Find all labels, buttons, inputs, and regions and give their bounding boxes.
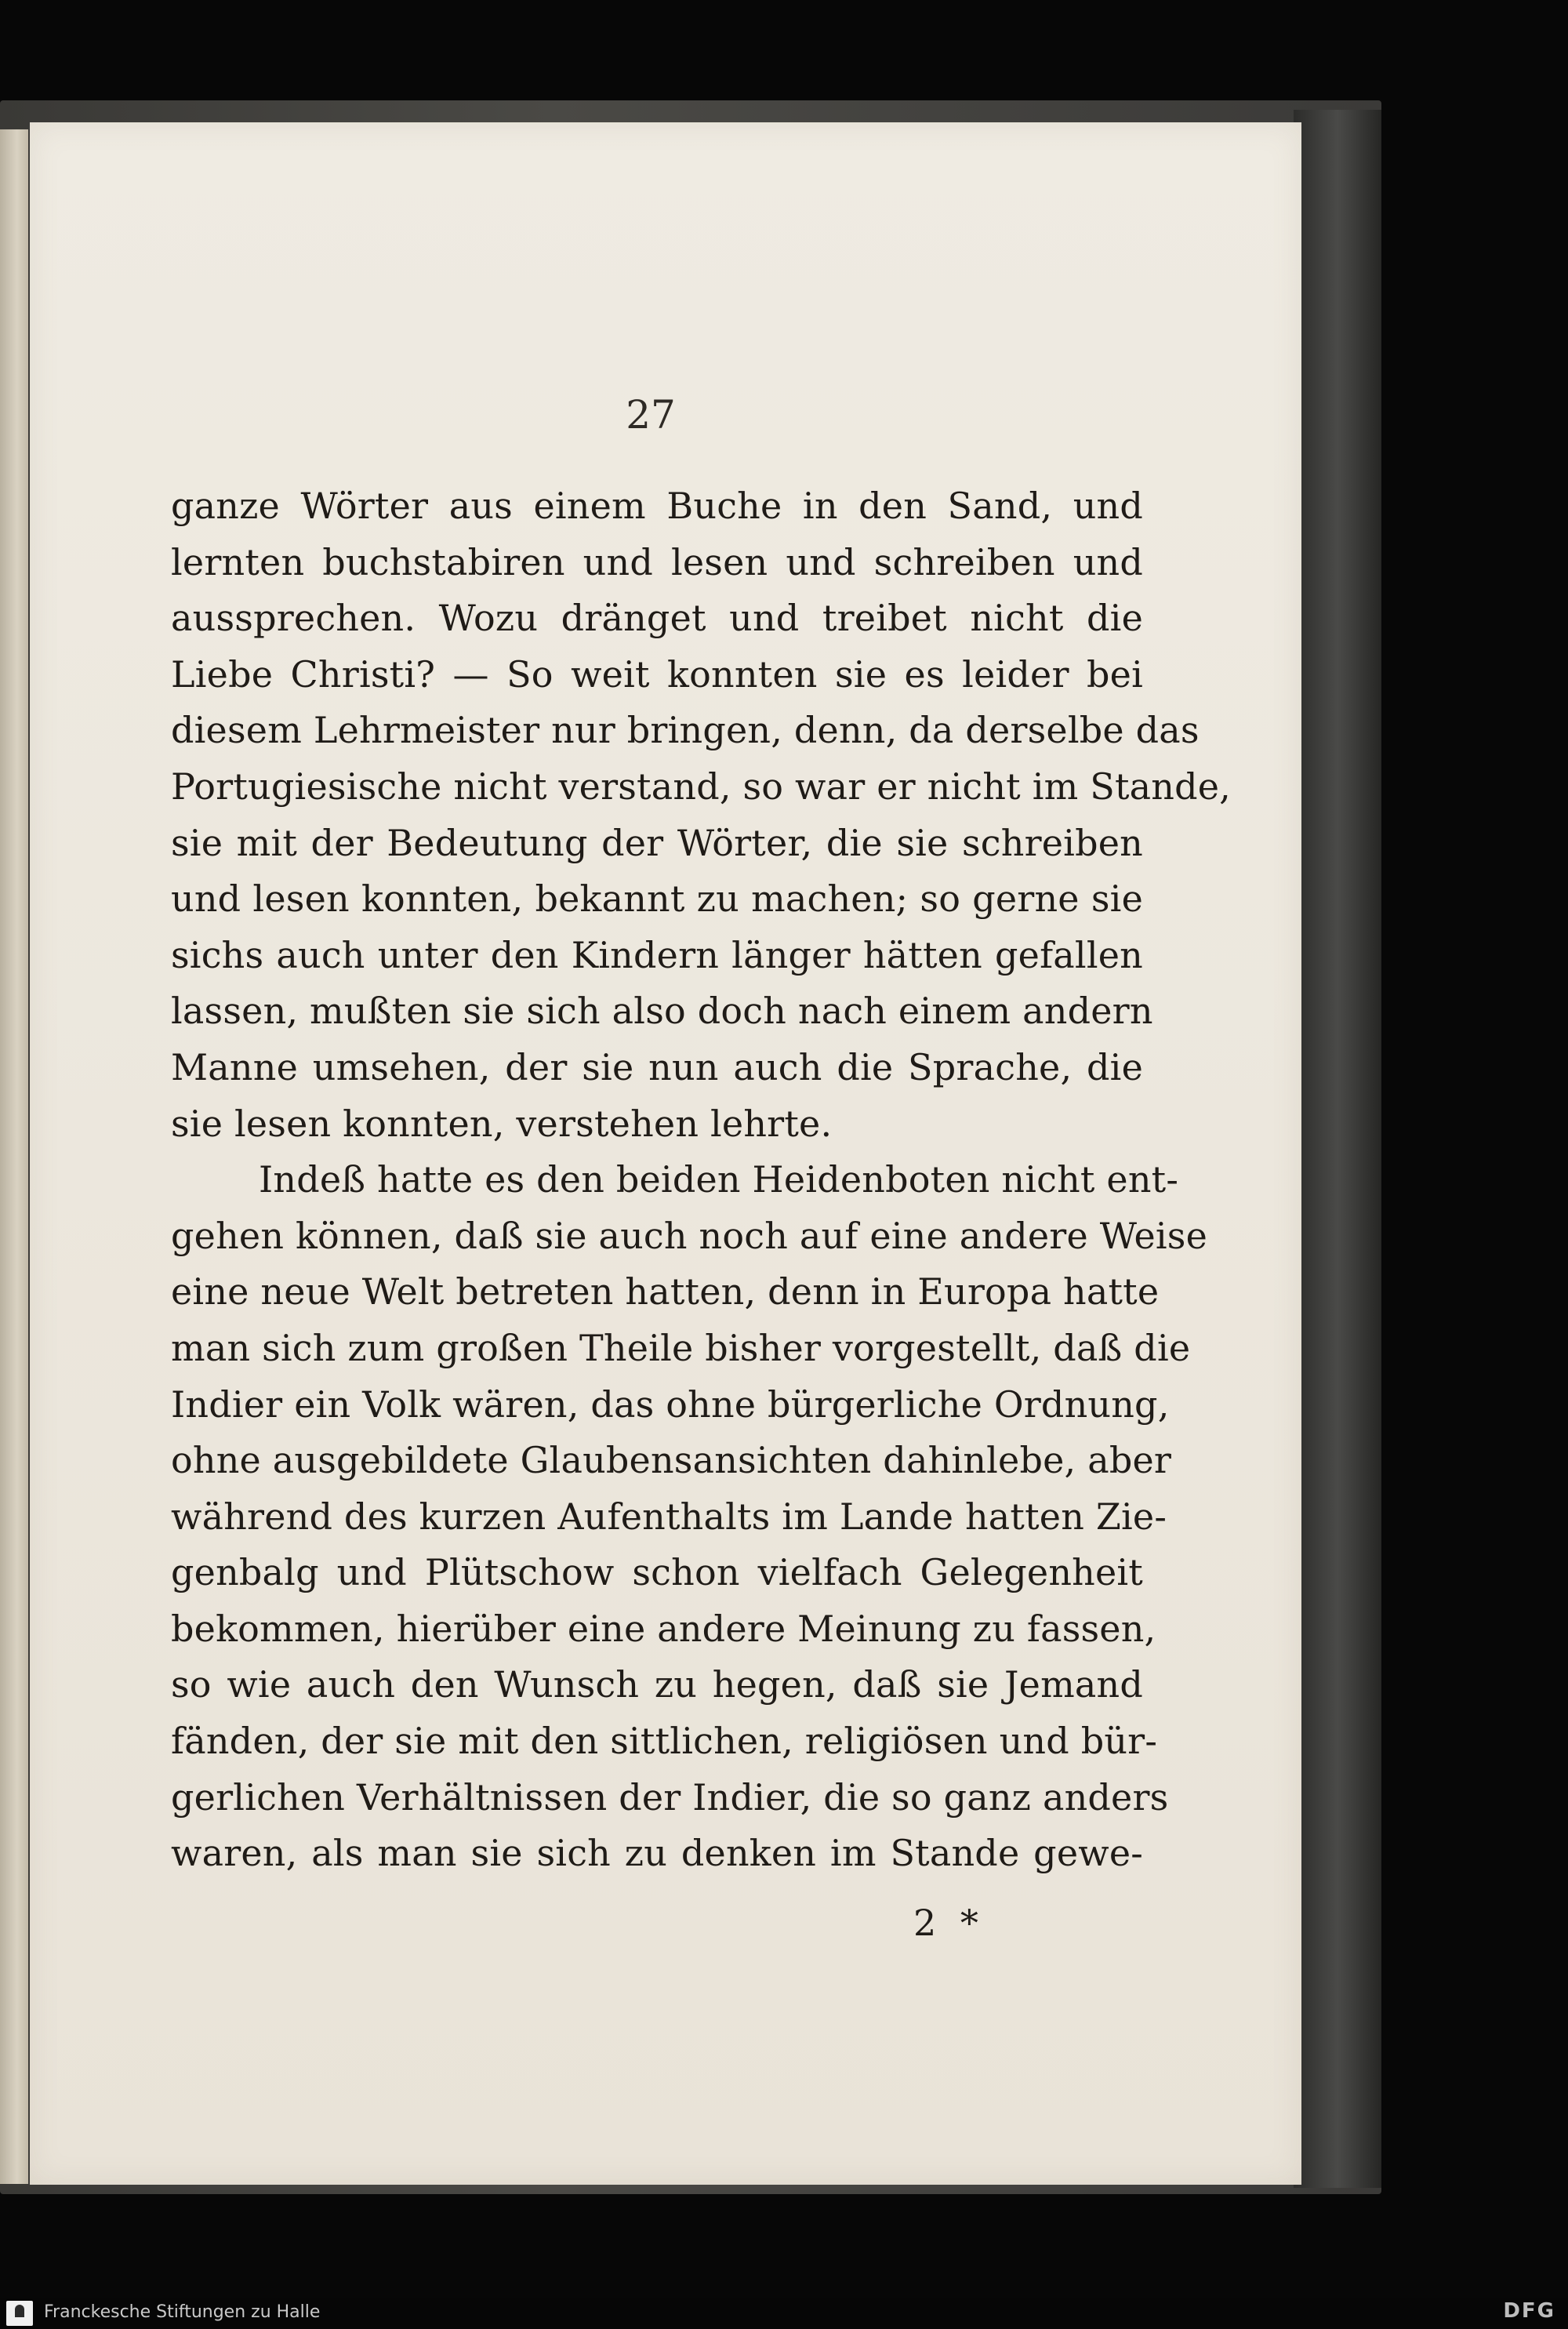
- text-line: sie mit der Bedeutung der Wörter, die sie schreiben: [171, 821, 1143, 864]
- institution-logo-icon: [6, 2301, 33, 2326]
- text-line: eine neue Welt betreten hatten, denn in Europa hatte: [171, 1270, 1160, 1313]
- body-text: [171, 478, 1231, 1882]
- text-line: genbalg und Plütschow schon vielfach Gelegenheit: [171, 1551, 1143, 1594]
- text-line: diesem Lehrmeister nur bringen, denn, da derselbe das: [171, 709, 1200, 752]
- text-line: und lesen konnten, bekannt zu machen; so gerne sie: [171, 877, 1143, 921]
- text-line: Indier ein Volk wären, das ohne bürgerliche Ordnung,: [171, 1383, 1170, 1426]
- text-line: Portugiesische nicht verstand, so war er nicht im Stande,: [171, 765, 1231, 808]
- paragraph-end-line: sie lesen konnten, verstehen lehrte.: [171, 1102, 833, 1145]
- text-line: lassen, mußten sie sich also doch nach einem andern: [171, 990, 1153, 1033]
- text-line: ganze Wörter aus einem Buche in den Sand, und: [171, 485, 1143, 527]
- page-number: 27: [626, 392, 676, 438]
- text-line: waren, als man sie sich zu denken im Stande gewe-: [171, 1832, 1143, 1875]
- text-line: man sich zum großen Theile bisher vorgestellt, daß die: [171, 1326, 1191, 1369]
- paragraph-start-line: Indeß hatte es den beiden Heidenboten nicht ent-: [259, 1158, 1179, 1201]
- text-line: fänden, der sie mit den sittlichen, religiösen und bür-: [171, 1720, 1158, 1763]
- facing-page-edge: [0, 129, 28, 2184]
- text-line: Manne umsehen, der sie nun auch die Sprache, die: [171, 1045, 1143, 1088]
- text-line: gehen können, daß sie auch noch auf eine andere Weise: [171, 1214, 1208, 1257]
- text-line: so wie auch den Wunsch zu hegen, daß sie Jemand: [171, 1663, 1143, 1706]
- book-cover-edge: [1294, 110, 1381, 2188]
- dfg-logo: DFG: [1503, 2299, 1555, 2323]
- text-line: ohne ausgebildete Glaubensansichten dahinlebe, aber: [171, 1439, 1172, 1482]
- text-line: aussprechen. Wozu dränget und treibet nicht die: [171, 597, 1143, 640]
- text-line: lernten buchstabiren und lesen und schreiben und: [171, 540, 1143, 583]
- text-line: gerlichen Verhältnissen der Indier, die so ganz anders: [171, 1775, 1169, 1819]
- text-line: sichs auch unter den Kindern länger hätten gefallen: [171, 933, 1143, 976]
- institution-label: Franckesche Stiftungen zu Halle: [44, 2302, 321, 2322]
- text-line: bekommen, hierüber eine andere Meinung zu fassen,: [171, 1607, 1156, 1650]
- text-line: Liebe Christi? — So weit konnten sie es leider bei: [171, 652, 1143, 696]
- text-line: während des kurzen Aufenthalts im Lande hatten Zie-: [171, 1495, 1167, 1538]
- signature-mark: 2 *: [913, 1902, 985, 1944]
